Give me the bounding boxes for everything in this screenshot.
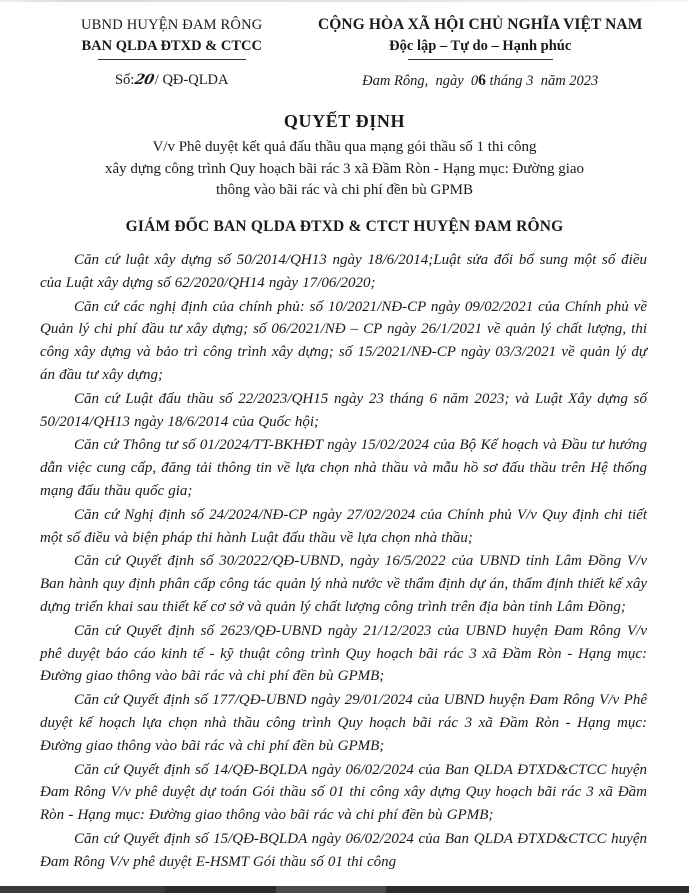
body-paragraph: Căn cứ Quyết định số 177/QĐ-UBND ngày 29/01/2024 của UBND huyện Đam Rông V/v Phê duyệt kế hoạch lựa chọn nhà thầu công trình Quy hoạch bãi rác 3 xã Đầm Ròn - Hạng mục: Đường giao thông vào bãi rác và chi phí đền bù GPMB;	[40, 692, 647, 754]
title-block	[0, 110, 689, 202]
number-and-date-row	[0, 60, 689, 90]
document-date	[307, 72, 653, 90]
organization-underline	[98, 59, 246, 60]
document-subtitle-line: thông vào bãi rác và chi phí đền bù GPMB	[215, 182, 474, 199]
document-number-suffix: / QĐ-QLDA	[154, 72, 229, 89]
body-paragraph: Căn cứ Nghị định số 24/2024/NĐ-CP ngày 27/02/2024 của Chính phủ V/v Quy định chi tiết một số điều và biện pháp thi hành Luật đấu thầu về lựa chọn nhà thầu;	[40, 506, 647, 546]
document-number-prefix: Số:	[114, 72, 135, 89]
body-paragraph: Căn cứ Quyết định số 15/QĐ-BQLDA ngày 06/02/2024 của Ban QLDA ĐTXD&CTCC huyện Đam Rông V/v phê duyệt E-HSMT Gói thầu số 01 thi công	[40, 831, 647, 870]
document-number-handwritten: 20	[133, 72, 156, 89]
organization-parent-label: UBND HUYỆN ĐAM RÔNG	[81, 17, 263, 33]
document-body	[0, 249, 689, 874]
body-paragraph: Căn cứ luật xây dựng số 50/2014/QH13 ngày 18/6/2014;Luật sửa đổi bổ sung một số điều của Luật xây dựng số 62/2020/QH14 ngày 17/06/2020;	[40, 252, 647, 291]
letterhead	[0, 0, 689, 60]
body-paragraph: Căn cứ Quyết định số 2623/QĐ-UBND ngày 21/12/2023 của UBND huyện Đam Rông V/v phê duyệt báo cáo kinh tế - kỹ thuật công trình Quy hoạch bãi rác 3 xã Đầm Ròn - Hạng mục: Đường giao thông vào bãi rác và chi phí đền bù GPMB;	[40, 622, 647, 685]
date-ngay-label: ngày	[435, 73, 464, 90]
issuing-authority-heading: GIÁM ĐỐC BAN QLDA ĐTXD & CTCT HUYỆN ĐAM RÔNG	[125, 218, 564, 236]
scan-bottom-edge	[0, 886, 689, 893]
date-day-handwritten: 6	[478, 72, 486, 90]
scan-edge-segment	[0, 886, 165, 893]
document-subtitle-line: xây dựng công trình Quy hoạch bãi rác 3 xã Đầm Ròn - Hạng mục: Đường giao	[104, 160, 585, 177]
date-year: 2023	[569, 73, 599, 90]
date-month: 3	[526, 73, 534, 90]
national-motto-label: Độc lập – Tự do – Hạnh phúc	[389, 37, 572, 54]
scan-edge-segment	[276, 886, 386, 893]
organization-name-label: BAN QLDA ĐTXD & CTCC	[81, 38, 262, 55]
document-subtitle-line: V/v Phê duyệt kết quả đấu thầu qua mạng gói thầu số 1 thi công	[152, 138, 537, 155]
issuing-organization-block	[36, 14, 307, 60]
document-subtitle	[34, 137, 655, 202]
document-title: QUYẾT ĐỊNH	[283, 111, 406, 132]
date-thang-label: tháng	[489, 73, 523, 90]
national-title-label: CỘNG HÒA XÃ HỘI CHỦ NGHĨA VIỆT NAM	[317, 16, 643, 33]
date-day-prefix: 0	[470, 73, 479, 90]
body-paragraph: Căn cứ Luật đấu thầu số 22/2023/QH15 ngày 23 tháng 6 năm 2023; và Luật Xây dựng số 50/2014/QH13 ngày 18/6/2014 của Quốc hội;	[40, 390, 647, 430]
national-motto-underline	[408, 59, 553, 60]
date-place: Đam Rông,	[362, 73, 429, 90]
body-paragraph: Căn cứ Quyết định số 14/QĐ-BQLDA ngày 06/02/2024 của Ban QLDA ĐTXD&CTCC huyện Đam Rông V/v phê duyệt dự toán Gói thầu số 01 thi công xây dựng Quy hoạch bãi rác 3 xã Đầm Ròn - Hạng mục: Đường giao thông vào bãi rác và chi phí đền bù GPMB;	[40, 761, 647, 824]
national-heading-block	[307, 14, 653, 60]
document-number	[36, 72, 307, 90]
date-nam-label: năm	[540, 73, 566, 90]
body-paragraph: Căn cứ các nghị định của chính phủ: số 10/2021/NĐ-CP ngày 09/02/2021 của Chính phủ về Quản lý chi phí đầu tư xây dựng; số 06/2021/NĐ – CP ngày 26/1/2021 về quản lý chất lượng, thi công xây dựng và bảo trì công trình xây dựng; số 15/2021/NĐ-CP ngày 03/3/2021 về quản lý dự án đầu tư xây dựng;	[40, 298, 647, 384]
body-paragraph: Căn cứ Quyết định số 30/2022/QĐ-UBND, ngày 16/5/2022 của UBND tỉnh Lâm Đồng V/v Ban hành quy định phân cấp công tác quản lý nhà nước về thẩm định dự án, thẩm định thiết kế xây dựng triển khai sau thiết kế cơ sở và quản lý chất lượng công trình trên địa bàn tỉnh Lâm Đồng;	[40, 553, 647, 616]
body-paragraph: Căn cứ Thông tư số 01/2024/TT-BKHĐT ngày 15/02/2024 của Bộ Kế hoạch và Đầu tư hướng dẫn việc cung cấp, đăng tải thông tin về lựa chọn nhà thầu và mẫu hồ sơ đấu thầu trên Hệ thống mạng đấu thầu quốc gia;	[40, 437, 647, 500]
